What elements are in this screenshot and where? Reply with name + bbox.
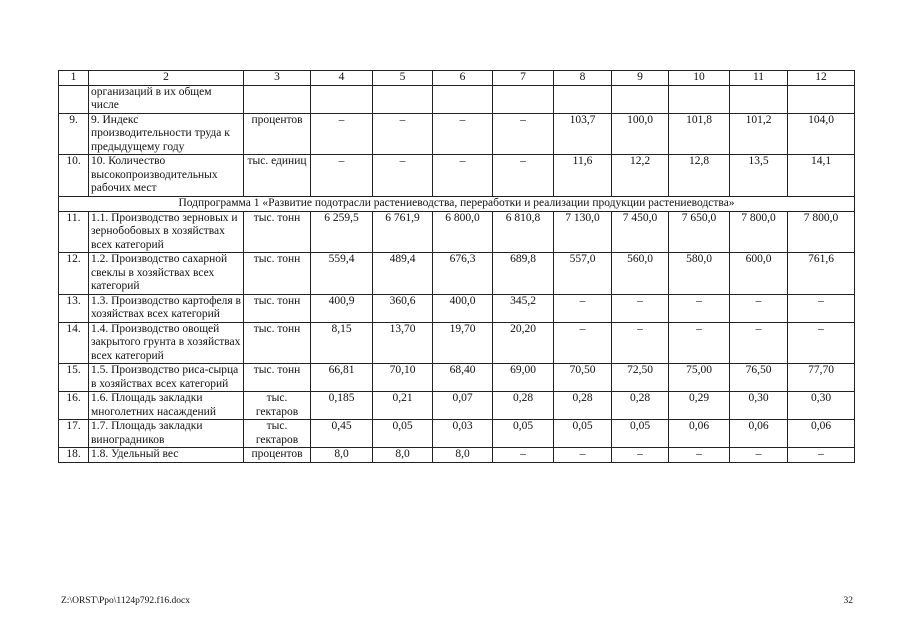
value-cell: – bbox=[554, 448, 612, 463]
unit-cell: тыс. гектаров bbox=[244, 392, 311, 420]
table-row bbox=[59, 448, 855, 463]
column-number-cell: 6 bbox=[433, 71, 493, 86]
column-number-cell: 5 bbox=[373, 71, 433, 86]
value-cell bbox=[554, 85, 612, 113]
value-cell: 103,7 bbox=[554, 113, 612, 155]
value-cell bbox=[730, 85, 788, 113]
table-row bbox=[59, 113, 855, 155]
value-cell: 8,0 bbox=[311, 448, 373, 463]
subprogram-row bbox=[59, 196, 855, 211]
unit-cell: процентов bbox=[244, 113, 311, 155]
value-cell: 580,0 bbox=[669, 253, 730, 295]
value-cell: – bbox=[554, 294, 612, 322]
page-number: 32 bbox=[843, 596, 853, 606]
unit-cell: тыс. тонн bbox=[244, 364, 311, 392]
value-cell: 8,15 bbox=[311, 322, 373, 364]
indicator-name-cell: 1.5. Производство риса-сырца в хозяйствах всех категорий bbox=[89, 364, 244, 392]
value-cell: – bbox=[669, 322, 730, 364]
indicator-name-cell: 10. Количество высокопроизводительных рабочих мест bbox=[89, 155, 244, 197]
table-row bbox=[59, 155, 855, 197]
column-number-cell: 7 bbox=[493, 71, 554, 86]
value-cell: 13,5 bbox=[730, 155, 788, 197]
value-cell: 6 761,9 bbox=[373, 211, 433, 253]
value-cell: – bbox=[493, 448, 554, 463]
value-cell: 11,6 bbox=[554, 155, 612, 197]
value-cell: 557,0 bbox=[554, 253, 612, 295]
value-cell: 6 800,0 bbox=[433, 211, 493, 253]
value-cell: 559,4 bbox=[311, 253, 373, 295]
value-cell: 72,50 bbox=[612, 364, 669, 392]
value-cell: 360,6 bbox=[373, 294, 433, 322]
value-cell: 0,03 bbox=[433, 420, 493, 448]
value-cell: 400,9 bbox=[311, 294, 373, 322]
value-cell: 69,00 bbox=[493, 364, 554, 392]
value-cell: 676,3 bbox=[433, 253, 493, 295]
value-cell: – bbox=[311, 155, 373, 197]
value-cell: 6 810,8 bbox=[493, 211, 554, 253]
column-number-cell: 12 bbox=[788, 71, 855, 86]
value-cell: 104,0 bbox=[788, 113, 855, 155]
value-cell: 0,28 bbox=[612, 392, 669, 420]
value-cell: 7 130,0 bbox=[554, 211, 612, 253]
table-row bbox=[59, 85, 855, 113]
value-cell: 0,06 bbox=[669, 420, 730, 448]
indicators-table bbox=[58, 70, 855, 463]
value-cell: 66,81 bbox=[311, 364, 373, 392]
unit-cell bbox=[244, 85, 311, 113]
value-cell: – bbox=[373, 155, 433, 197]
row-number-cell: 18. bbox=[59, 448, 89, 463]
value-cell: 0,185 bbox=[311, 392, 373, 420]
indicator-name-cell: 1.4. Производство овощей закрытого грунта в хозяйствах всех категорий bbox=[89, 322, 244, 364]
value-cell: 77,70 bbox=[788, 364, 855, 392]
indicator-name-cell: 1.3. Производство картофеля в хозяйствах всех категорий bbox=[89, 294, 244, 322]
column-number-row bbox=[59, 71, 855, 86]
value-cell: – bbox=[554, 322, 612, 364]
value-cell: 345,2 bbox=[493, 294, 554, 322]
column-number-cell: 8 bbox=[554, 71, 612, 86]
indicator-name-cell: 1.7. Площадь закладки виноградников bbox=[89, 420, 244, 448]
value-cell: – bbox=[493, 113, 554, 155]
value-cell: 0,29 bbox=[669, 392, 730, 420]
value-cell: – bbox=[433, 113, 493, 155]
value-cell: – bbox=[788, 448, 855, 463]
value-cell: – bbox=[493, 155, 554, 197]
value-cell: 0,06 bbox=[730, 420, 788, 448]
value-cell: 0,06 bbox=[788, 420, 855, 448]
row-number-cell: 12. bbox=[59, 253, 89, 295]
value-cell: 761,6 bbox=[788, 253, 855, 295]
column-number-cell: 11 bbox=[730, 71, 788, 86]
value-cell: 12,2 bbox=[612, 155, 669, 197]
value-cell: 0,28 bbox=[493, 392, 554, 420]
row-number-cell: 13. bbox=[59, 294, 89, 322]
value-cell: 76,50 bbox=[730, 364, 788, 392]
value-cell: – bbox=[612, 294, 669, 322]
value-cell: 0,05 bbox=[612, 420, 669, 448]
table-row bbox=[59, 294, 855, 322]
value-cell: 68,40 bbox=[433, 364, 493, 392]
indicator-name-cell: 1.8. Удельный вес bbox=[89, 448, 244, 463]
unit-cell: процентов bbox=[244, 448, 311, 463]
indicator-name-cell: организаций в их общем числе bbox=[89, 85, 244, 113]
column-number-cell: 4 bbox=[311, 71, 373, 86]
value-cell: 19,70 bbox=[433, 322, 493, 364]
row-number-cell: 11. bbox=[59, 211, 89, 253]
row-number-cell: 9. bbox=[59, 113, 89, 155]
value-cell: – bbox=[612, 322, 669, 364]
value-cell bbox=[612, 85, 669, 113]
column-number-cell: 9 bbox=[612, 71, 669, 86]
value-cell: 0,05 bbox=[493, 420, 554, 448]
value-cell: 70,10 bbox=[373, 364, 433, 392]
row-number-cell: 16. bbox=[59, 392, 89, 420]
value-cell: 8,0 bbox=[373, 448, 433, 463]
value-cell: 0,28 bbox=[554, 392, 612, 420]
table-row bbox=[59, 392, 855, 420]
value-cell: 0,30 bbox=[730, 392, 788, 420]
column-number-cell: 10 bbox=[669, 71, 730, 86]
row-number-cell: 10. bbox=[59, 155, 89, 197]
table-row bbox=[59, 322, 855, 364]
value-cell: – bbox=[612, 448, 669, 463]
value-cell: 0,30 bbox=[788, 392, 855, 420]
value-cell bbox=[311, 85, 373, 113]
file-path: Z:\ORST\Ppo\1124p792.f16.docx bbox=[61, 596, 190, 606]
value-cell: 0,05 bbox=[554, 420, 612, 448]
value-cell: 7 800,0 bbox=[730, 211, 788, 253]
value-cell: 0,05 bbox=[373, 420, 433, 448]
row-number-cell bbox=[59, 85, 89, 113]
value-cell: – bbox=[788, 294, 855, 322]
value-cell: – bbox=[730, 294, 788, 322]
table-row bbox=[59, 211, 855, 253]
value-cell: 6 259,5 bbox=[311, 211, 373, 253]
value-cell: 0,07 bbox=[433, 392, 493, 420]
value-cell: 7 650,0 bbox=[669, 211, 730, 253]
table-row bbox=[59, 253, 855, 295]
value-cell: – bbox=[311, 113, 373, 155]
value-cell bbox=[433, 85, 493, 113]
value-cell: 101,8 bbox=[669, 113, 730, 155]
unit-cell: тыс. тонн bbox=[244, 294, 311, 322]
value-cell: 7 450,0 bbox=[612, 211, 669, 253]
value-cell: 70,50 bbox=[554, 364, 612, 392]
value-cell: 600,0 bbox=[730, 253, 788, 295]
indicator-name-cell: 1.6. Площадь закладки многолетних насаждений bbox=[89, 392, 244, 420]
value-cell bbox=[669, 85, 730, 113]
value-cell: – bbox=[669, 448, 730, 463]
column-number-cell: 3 bbox=[244, 71, 311, 86]
value-cell: 12,8 bbox=[669, 155, 730, 197]
value-cell bbox=[493, 85, 554, 113]
value-cell: 75,00 bbox=[669, 364, 730, 392]
value-cell: 101,2 bbox=[730, 113, 788, 155]
unit-cell: тыс. тонн bbox=[244, 211, 311, 253]
value-cell: 20,20 bbox=[493, 322, 554, 364]
value-cell: – bbox=[730, 322, 788, 364]
value-cell bbox=[373, 85, 433, 113]
value-cell: – bbox=[433, 155, 493, 197]
table-row bbox=[59, 364, 855, 392]
value-cell: 689,8 bbox=[493, 253, 554, 295]
value-cell: 7 800,0 bbox=[788, 211, 855, 253]
value-cell: 489,4 bbox=[373, 253, 433, 295]
row-number-cell: 15. bbox=[59, 364, 89, 392]
value-cell: 14,1 bbox=[788, 155, 855, 197]
value-cell: 560,0 bbox=[612, 253, 669, 295]
indicator-name-cell: 1.2. Производство сахарной свеклы в хозяйствах всех категорий bbox=[89, 253, 244, 295]
unit-cell: тыс. единиц bbox=[244, 155, 311, 197]
column-number-cell: 1 bbox=[59, 71, 89, 86]
column-number-cell: 2 bbox=[89, 71, 244, 86]
indicator-name-cell: 1.1. Производство зерновых и зернобобовых в хозяйствах всех категорий bbox=[89, 211, 244, 253]
value-cell: – bbox=[730, 448, 788, 463]
value-cell: 400,0 bbox=[433, 294, 493, 322]
value-cell: – bbox=[669, 294, 730, 322]
value-cell: 100,0 bbox=[612, 113, 669, 155]
value-cell bbox=[788, 85, 855, 113]
value-cell: 8,0 bbox=[433, 448, 493, 463]
value-cell: – bbox=[373, 113, 433, 155]
row-number-cell: 14. bbox=[59, 322, 89, 364]
row-number-cell: 17. bbox=[59, 420, 89, 448]
subprogram-heading: Подпрограмма 1 «Развитие подотрасли растениеводства, переработки и реализации продукции растениеводства» bbox=[59, 196, 855, 211]
unit-cell: тыс. тонн bbox=[244, 322, 311, 364]
indicator-name-cell: 9. Индекс производительности труда к предыдущему году bbox=[89, 113, 244, 155]
unit-cell: тыс. гектаров bbox=[244, 420, 311, 448]
value-cell: 0,21 bbox=[373, 392, 433, 420]
unit-cell: тыс. тонн bbox=[244, 253, 311, 295]
value-cell: 13,70 bbox=[373, 322, 433, 364]
value-cell: – bbox=[788, 322, 855, 364]
table-row bbox=[59, 420, 855, 448]
value-cell: 0,45 bbox=[311, 420, 373, 448]
